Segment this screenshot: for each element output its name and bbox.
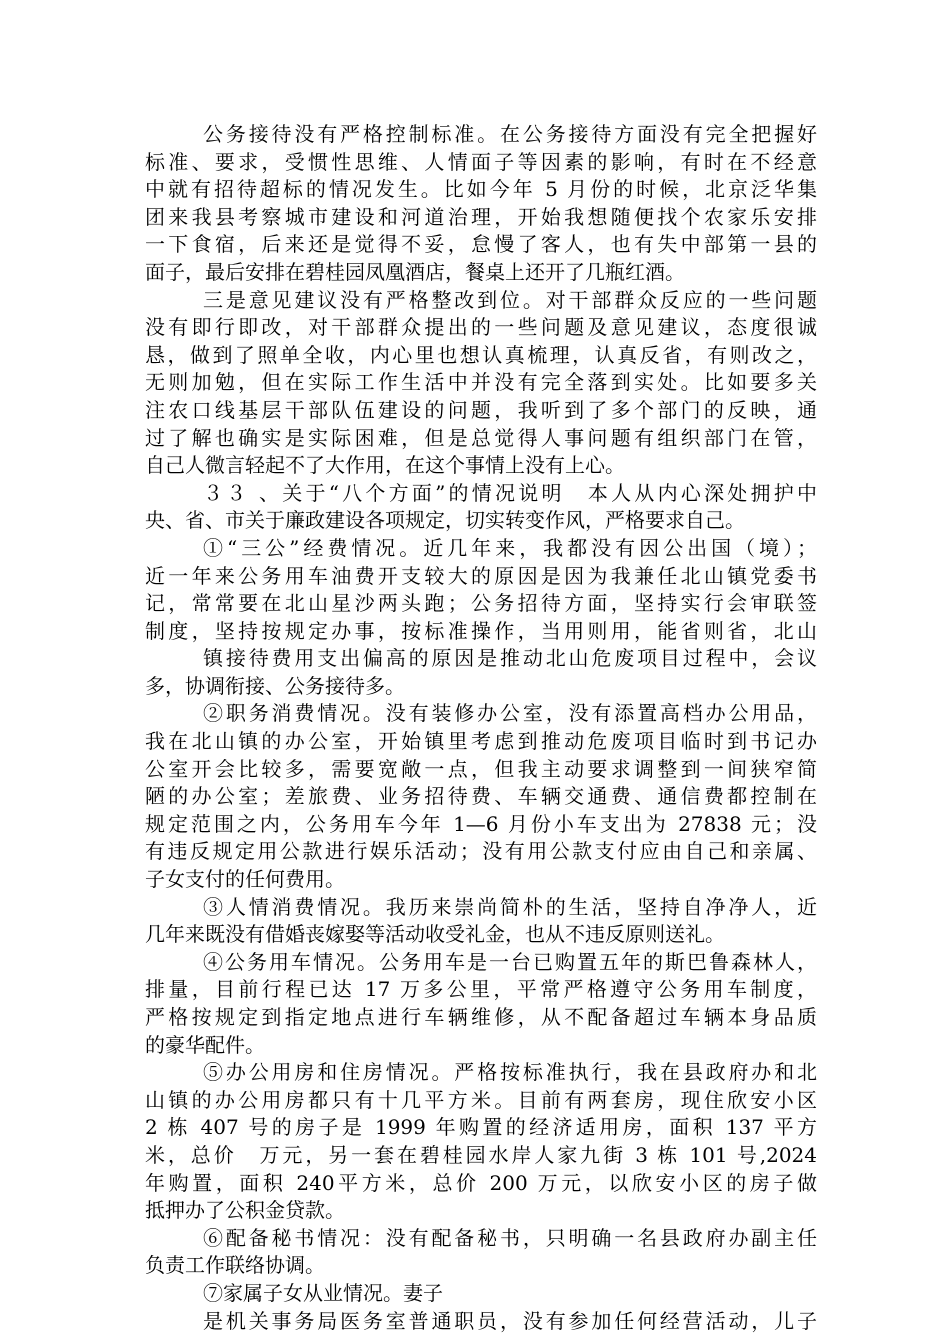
text-line: 多，协调衔接、公务接待多。 xyxy=(145,673,405,698)
text-line: ④公务用车情况。公务用车是一台已购置五年的斯巴鲁森林人， xyxy=(203,949,817,974)
text-line: 陋的办公室；差旅费、业务招待费、车辆交通费、通信费都控制在 xyxy=(145,784,817,809)
text-line: 子女支付的任何费用。 xyxy=(145,867,345,892)
text-line: 公务接待没有严格控制标准。在公务接待方面没有完全把握好 xyxy=(203,122,817,146)
text-line: 面子，最后安排在碧桂园凤凰酒店，餐桌上还开了几瓶红酒。 xyxy=(145,259,685,284)
text-line: 近一年来公务用车油费开支较大的原因是因为我兼任北山镇党委书 xyxy=(145,563,817,588)
text-line: 几年来既没有借婚丧嫁娶等活动收受礼金，也从不违反原则送礼。 xyxy=(145,922,725,947)
text-line: 有违反规定用公款进行娱乐活动；没有用公款支付应由自己和亲属、 xyxy=(145,839,817,864)
text-line: ⑤办公用房和住房情况。严格按标准执行，我在县政府办和北 xyxy=(203,1060,817,1085)
text-line: 山镇的办公用房都只有十几平方米。目前有两套房，现住欣安小区 xyxy=(145,1087,817,1112)
text-line: 没有即行即改，对干部群众提出的一些问题及意见建议，态度很诚 xyxy=(145,315,817,340)
text-line: 过了解也确实是实际困难，但是总觉得人事问题有组织部门在管， xyxy=(145,425,817,450)
text-line: 规定范围之内，公务用车今年 1—6 月份小车支出为 27838 元；没 xyxy=(145,811,817,836)
text-line: 排量，目前行程已达 17 万多公里，平常严格遵守公务用车制度， xyxy=(145,977,817,1002)
text-line: 年购置，面积 240平方米，总价 200 万元，以欣安小区的房子做 xyxy=(145,1170,817,1195)
text-line: ③人情消费情况。我历来崇尚简朴的生活，坚持自净净人，近 xyxy=(203,894,817,919)
text-line: ３３ 、关于“八个方面”的情况说明 本人从内心深处拥护中 xyxy=(203,480,817,505)
text-line: 中就有招待超标的情况发生。比如今年 5 月份的时候，北京泛华集 xyxy=(145,177,817,202)
text-line: 记，常常要在北山星沙两头跑；公务招待方面，坚持实行会审联签 xyxy=(145,591,817,616)
text-line: 镇接待费用支出偏高的原因是推动北山危废项目过程中，会议 xyxy=(203,646,817,671)
text-line: 米，总价 万元，另一套在碧桂园水岸人家九街 3 栋 101 号,2024 xyxy=(145,1142,817,1167)
text-line: 的豪华配件。 xyxy=(145,1032,265,1057)
text-line: 标准、要求，受惯性思维、人情面子等因素的影响，有时在不经意 xyxy=(145,149,817,174)
text-line: 制度，坚持按规定办事，按标准操作，当用则用，能省则省，北山 xyxy=(145,618,817,643)
text-line: 恳，做到了照单全收，内心里也想认真梳理，认真反省，有则改之， xyxy=(145,342,817,367)
text-line: 一下食宿，后来还是觉得不妥，怠慢了客人，也有失中部第一县的 xyxy=(145,232,817,257)
text-line: 负责工作联络协调。 xyxy=(145,1253,325,1278)
text-line: 公室开会比较多，需要宽敞一点，但我主动要求调整到一间狭窄简 xyxy=(145,756,817,781)
text-line: 我在北山镇的办公室，开始镇里考虑到推动危废项目临时到书记办 xyxy=(145,729,817,754)
text-line: ①“三公”经费情况。近几年来，我都没有因公出国（境）； xyxy=(203,535,817,560)
text-line: ⑥配备秘书情况：没有配备秘书，只明确一名县政府办副主任 xyxy=(203,1225,817,1250)
text-line: 无则加勉，但在实际工作生活中并没有完全落到实处。比如要多关 xyxy=(145,370,817,395)
text-line: 自己人微言轻起不了大作用，在这个事情上没有上心。 xyxy=(145,453,625,478)
text-line: 抵押办了公积金贷款。 xyxy=(145,1198,345,1223)
text-line: 三是意见建议没有严格整改到位。对干部群众反应的一些问题 xyxy=(203,287,817,312)
text-line: ⑦家属子女从业情况。妻子 xyxy=(203,1280,443,1305)
text-line: 2 栋 407 号的房子是 1999 年购置的经济适用房，面积 137 平方 xyxy=(145,1115,817,1140)
text-line: 是机关事务局医务室普通职员，没有参加任何经营活动，儿子 xyxy=(203,1308,817,1333)
text-line: 央、省、市关于廉政建设各项规定，切实转变作风，严格要求自己。 xyxy=(145,508,745,533)
text-line: 注农口线基层干部队伍建设的问题，我听到了多个部门的反映，通 xyxy=(145,397,817,422)
text-line: ②职务消费情况。没有装修办公室，没有添置高档办公用品， xyxy=(203,701,817,726)
document-body xyxy=(145,121,817,1335)
text-line: 团来我县考察城市建设和河道治理，开始我想随便找个农家乐安排 xyxy=(145,204,817,229)
text-line: 严格按规定到指定地点进行车辆维修，从不配备超过车辆本身品质 xyxy=(145,1005,817,1029)
